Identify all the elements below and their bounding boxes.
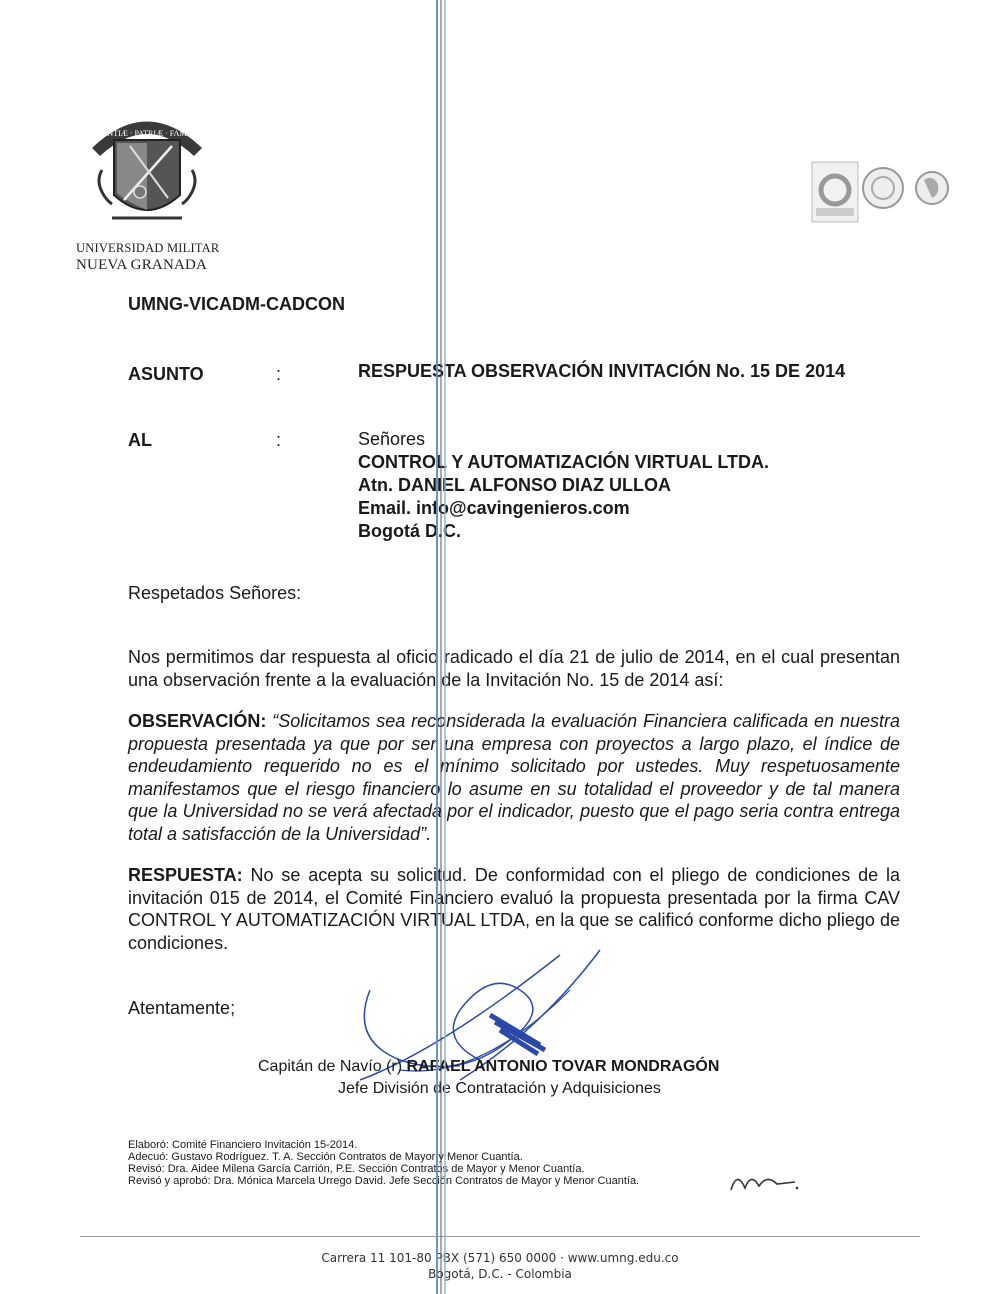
observation-text: “Solicitamos sea reconsiderada la evaluación Financiera calificada en nuestra propuesta presentada ya que por ser una empresa con proyectos a largo plazo, el índice de endeudamiento requerido no es el mínimo solicitado por ustedes. Muy respetuosamente manifestamos que el riesgo financiero lo asume en su totalidad el proveedor y de tal manera que la Universidad no se verá afectada por el indicador, puesto que el pago seria contra entrega total a satisfacción de la Universidad”. xyxy=(128,711,900,844)
credit-line: Elaboró: Comité Financiero Invitación 15-2014. xyxy=(128,1139,358,1151)
recipient-city: Bogotá D.C. xyxy=(358,521,461,541)
university-seal-logo xyxy=(72,100,222,240)
footer-city: Bogotá, D.C. - Colombia xyxy=(428,1267,572,1281)
recipient-attention: Atn. DANIEL ALFONSO DIAZ ULLOA xyxy=(358,475,671,495)
response-text: No se acepta su solicitud. De conformidad con el pliego de condiciones de la invitación 015 de 2014, el Comité Financiero evaluó la propuesta presentada por la firma CAV CONTROL Y AUTOMATIZACIÓN VIRTUAL LTDA, en la que se calificó conforme dicho pliego de condiciones. xyxy=(128,865,900,953)
signer-prefix: Capitán de Navío (r) xyxy=(258,1058,407,1075)
observation-paragraph xyxy=(128,710,900,845)
seal-motto-text: SCIENTIÆ · PATRIÆ · FAMILIÆ xyxy=(90,129,204,138)
document-subject: RESPUESTA OBSERVACIÓN INVITACIÓN No. 15 DE 2014 xyxy=(358,361,846,381)
recipient-block xyxy=(358,428,769,543)
intro-paragraph: Nos permitimos dar respuesta al oficio radicado el día 21 de julio de 2014, en el cual presentan una observación frente a la evaluación de la Invitación No. 15 de 2014 así: xyxy=(128,647,900,690)
certification-logos xyxy=(806,158,956,233)
greeting: Respetados Señores: xyxy=(128,583,302,603)
closing: Atentamente; xyxy=(128,998,236,1018)
page-footer xyxy=(0,1250,1000,1282)
signer-line xyxy=(258,1058,719,1076)
initials-mark xyxy=(725,1166,805,1200)
document-code: UMNG-VICADM-CADCON xyxy=(128,294,345,314)
asunto-label: ASUNTO xyxy=(128,364,204,384)
university-name xyxy=(76,240,219,274)
recipient-email: Email. info@cavingenieros.com xyxy=(358,498,630,518)
footer-divider xyxy=(80,1236,920,1237)
credit-line: Adecuó: Gustavo Rodríguez. T. A. Sección Contratos de Mayor y Menor Cuantía. xyxy=(128,1151,523,1163)
recipient-salutation: Señores xyxy=(358,429,426,449)
university-name-line1: UNIVERSIDAD MILITAR xyxy=(76,241,220,255)
university-name-line2: NUEVA GRANADA xyxy=(76,257,208,273)
response-label: RESPUESTA: xyxy=(128,865,243,885)
observation-label: OBSERVACIÓN: xyxy=(128,711,267,731)
signer-name: RAFAEL ANTONIO TOVAR MONDRAGÓN xyxy=(406,1058,720,1075)
al-colon: : xyxy=(276,430,282,450)
signer-title: Jefe División de Contratación y Adquisiciones xyxy=(338,1080,661,1097)
footer-address: Carrera 11 101-80 PBX (571) 650 0000 · www.umng.edu.co xyxy=(321,1251,679,1265)
credit-line: Revisó: Dra. Aidee Milena García Carrión, P.E. Sección Contratos de Mayor y Menor Cuantía. xyxy=(128,1163,585,1175)
recipient-company: CONTROL Y AUTOMATIZACIÓN VIRTUAL LTDA. xyxy=(358,452,769,472)
asunto-colon: : xyxy=(276,364,282,384)
credit-line: Revisó y aprobó: Dra. Mónica Marcela Urrego David. Jefe Sección Contratos de Mayor y Menor Cuantía. xyxy=(128,1175,640,1187)
document-credits xyxy=(128,1139,639,1187)
al-label: AL xyxy=(128,430,152,450)
